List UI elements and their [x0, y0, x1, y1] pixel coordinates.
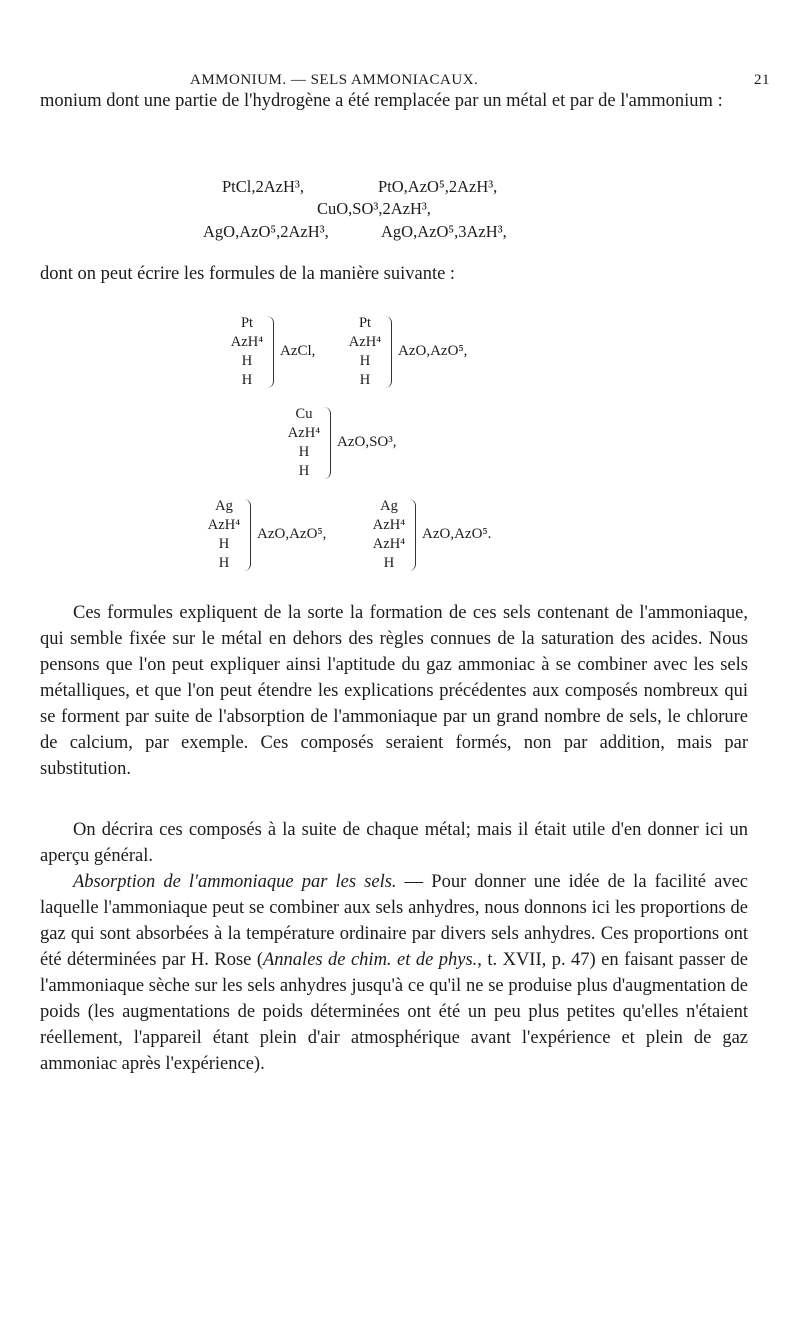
- brace: [267, 316, 274, 388]
- structure-row: H: [298, 463, 310, 479]
- formula-ptcl: PtCl,2AzH³,: [222, 177, 304, 196]
- paragraph-apercu: On décrira ces composés à la suite de chaque métal; mais il était utile d'en donner ici un aperçu général.: [40, 820, 748, 866]
- structure-pto: [345, 314, 505, 394]
- structure-row: AzH⁴: [230, 334, 264, 350]
- structure-ago-2: [204, 497, 354, 577]
- structure-ago-3: [369, 497, 529, 577]
- formula-cuo: CuO,SO³,2AzH³,: [317, 199, 431, 218]
- structure-row: Ag: [215, 498, 233, 514]
- formula-ago-2: AgO,AzO⁵,2AzH³,: [203, 222, 329, 241]
- structure-row: AzH⁴: [372, 536, 406, 552]
- structure-row: H: [298, 444, 310, 460]
- paragraph-formation: Ces formules expliquent de la sorte la formation de ces sels contenant de l'ammoniaque, qui semble fixée sur le métal en dehors des règles connues de la saturation des acides. Nous pensons que l'on peut expliquer ainsi l'aptitude du gaz ammoniac à se combiner avec les sels métalliques, et que l'on peut étendre les explications précédentes aux composés nombreux qui se forment par suite de l'absorption de l'ammoniaque par un grand nombre de sels, le chlorure de calcium, par exemple. Ces composés seraient formés, non par addition, mais par substitution.: [40, 603, 748, 779]
- formula-pto: PtO,AzO⁵,2AzH³,: [378, 177, 498, 196]
- structure-row: Cu: [295, 406, 313, 422]
- structure-ptcl: [227, 314, 347, 394]
- section-text-2: , t. XVII, p. 47) en faisant passer de l'ammoniaque sèche sur les sels anhydres jusqu'à ce qu'il ne se produise plus d'augmentation de poids (les augmentations de poids déterminées ont été un peu plus petites qu'elles n'étaient réellement, l'appareil étant plein d'air atmosphérique avant l'expérience et plein de gaz ammoniac après l'expérience).: [40, 950, 748, 1074]
- structure-row: AzH⁴: [287, 425, 321, 441]
- structure-rest: AzCl,: [280, 343, 316, 359]
- citation: Annales de chim. et de phys.: [263, 950, 478, 970]
- structure-row: AzH⁴: [348, 334, 382, 350]
- structure-rest: AzO,AzO⁵,: [257, 526, 327, 542]
- structure-rest: AzO,SO³,: [337, 434, 397, 450]
- section-text-1: — Pour donner une idée de la facilité avec laquelle l'ammoniaque peut se combiner aux sels anhydres, nous donnons ici les proportions de gaz qui sont absorbées à la température ordinaire par divers sels anhydres. Ces proportions ont été déterminées par H. Rose (: [40, 872, 748, 970]
- structure-row: Pt: [240, 315, 254, 331]
- brace: [385, 316, 392, 388]
- section-absorption: [40, 869, 748, 1077]
- structure-row: H: [218, 555, 230, 571]
- running-title: AMMONIUM. — SELS AMMONIACAUX.: [190, 72, 479, 88]
- intro-paragraph: monium dont une partie de l'hydrogène a été remplacée par un métal et par de l'ammonium :: [40, 91, 723, 111]
- structure-row: H: [218, 536, 230, 552]
- structure-rest: AzO,AzO⁵,: [398, 343, 468, 359]
- structure-row: Pt: [358, 315, 372, 331]
- structure-cuo: [284, 405, 424, 485]
- brace: [244, 499, 251, 571]
- brace: [409, 499, 416, 571]
- structure-row: H: [241, 353, 253, 369]
- brace: [324, 407, 331, 479]
- section-heading: Absorption de l'ammoniaque par les sels.: [73, 872, 397, 892]
- structure-row: H: [359, 372, 371, 388]
- page-number: 21: [754, 72, 770, 88]
- structure-rest: AzO,AzO⁵.: [422, 526, 492, 542]
- structure-row: AzH⁴: [372, 517, 406, 533]
- formula-ago-3: AgO,AzO⁵,3AzH³,: [381, 222, 507, 241]
- structure-row: H: [383, 555, 395, 571]
- structure-row: Ag: [380, 498, 398, 514]
- structure-row: H: [241, 372, 253, 388]
- structure-row: H: [359, 353, 371, 369]
- structure-row: AzH⁴: [207, 517, 241, 533]
- lead-paragraph: dont on peut écrire les formules de la manière suivante :: [40, 264, 456, 284]
